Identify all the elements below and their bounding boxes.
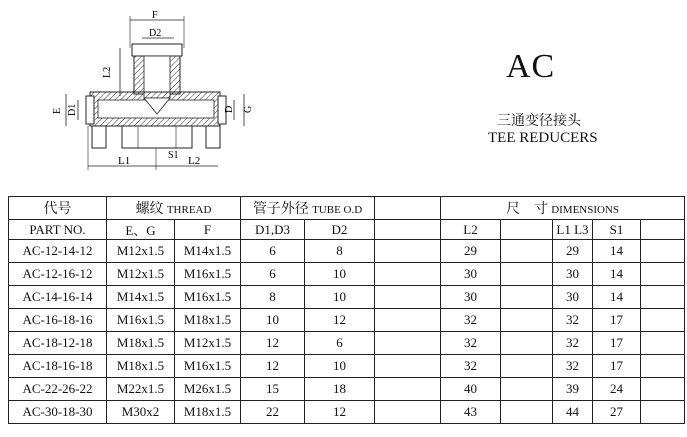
cell-l1l3: 39	[553, 378, 593, 401]
cell-thread-eg: M22x1.5	[107, 378, 175, 401]
cell-d2: 10	[305, 286, 375, 309]
cell-part-no: AC-30-18-30	[9, 401, 107, 424]
cell-l1l3: 29	[553, 240, 593, 263]
cell-empty	[501, 378, 553, 401]
cell-l2: 32	[441, 309, 501, 332]
cell-l1l3: 32	[553, 309, 593, 332]
label-L1: L1	[118, 155, 131, 167]
cell-d1d3: 22	[241, 401, 305, 424]
header-dimensions: 尺 寸 DIMENSIONS	[441, 197, 685, 220]
cell-thread-f: M18x1.5	[175, 309, 241, 332]
header-f: F	[175, 220, 241, 240]
cell-thread-eg: M12x1.5	[107, 263, 175, 286]
cell-empty	[641, 378, 685, 401]
cell-s1: 14	[593, 263, 641, 286]
cell-l1l3: 30	[553, 263, 593, 286]
cell-l2: 29	[441, 240, 501, 263]
tee-reducer-drawing	[48, 8, 258, 173]
cell-thread-eg: M18x1.5	[107, 332, 175, 355]
cell-gap	[375, 263, 441, 286]
cell-thread-eg: M12x1.5	[107, 240, 175, 263]
table-row	[9, 378, 685, 401]
cell-s1: 14	[593, 240, 641, 263]
cell-empty	[641, 286, 685, 309]
cell-empty	[641, 401, 685, 424]
header-gap	[375, 197, 441, 220]
header-thread: 螺纹 THREAD	[107, 197, 241, 220]
cell-part-no: AC-22-26-22	[9, 378, 107, 401]
cell-d2: 18	[305, 378, 375, 401]
cell-part-no: AC-16-18-16	[9, 309, 107, 332]
cell-s1: 27	[593, 401, 641, 424]
cell-thread-f: M16x1.5	[175, 263, 241, 286]
cell-s1: 24	[593, 378, 641, 401]
cell-gap	[375, 378, 441, 401]
cell-d1d3: 6	[241, 263, 305, 286]
cell-d1d3: 10	[241, 309, 305, 332]
cell-empty	[501, 401, 553, 424]
cell-l2: 43	[441, 401, 501, 424]
header-part-cn: 代号	[9, 197, 107, 220]
cell-thread-f: M26x1.5	[175, 378, 241, 401]
cell-empty	[501, 286, 553, 309]
cell-empty	[501, 309, 553, 332]
cell-l1l3: 32	[553, 332, 593, 355]
cell-l2: 30	[441, 263, 501, 286]
cell-d1d3: 12	[241, 332, 305, 355]
header-tube-od: 管子外径 TUBE O.D	[241, 197, 375, 220]
cell-d2: 10	[305, 263, 375, 286]
cell-thread-eg: M30x2	[107, 401, 175, 424]
cell-d2: 12	[305, 309, 375, 332]
cell-s1: 17	[593, 355, 641, 378]
cell-gap	[375, 355, 441, 378]
cell-s1: 17	[593, 309, 641, 332]
cell-empty	[641, 240, 685, 263]
header-eg: E、G	[107, 220, 175, 240]
header-row-1	[9, 197, 685, 220]
cell-thread-eg: M16x1.5	[107, 309, 175, 332]
cell-empty	[641, 355, 685, 378]
table-row	[9, 286, 685, 309]
label-G: G	[243, 105, 254, 113]
cell-l2: 30	[441, 286, 501, 309]
table-row	[9, 240, 685, 263]
header-l1l3: L1 L3	[553, 220, 593, 240]
cell-d1d3: 8	[241, 286, 305, 309]
label-S1: S1	[168, 150, 179, 161]
cell-l1l3: 30	[553, 286, 593, 309]
cell-d2: 6	[305, 332, 375, 355]
cell-l2: 32	[441, 355, 501, 378]
label-F: F	[152, 10, 158, 21]
cell-part-no: AC-12-16-12	[9, 263, 107, 286]
cell-l2: 40	[441, 378, 501, 401]
cell-d2: 10	[305, 355, 375, 378]
cell-part-no: AC-18-16-18	[9, 355, 107, 378]
header-part-en: PART NO.	[9, 220, 107, 240]
cell-gap	[375, 332, 441, 355]
cell-part-no: AC-14-16-14	[9, 286, 107, 309]
cell-empty	[501, 355, 553, 378]
cell-thread-eg: M18x1.5	[107, 355, 175, 378]
cell-s1: 14	[593, 286, 641, 309]
header-d1d3: D1,D3	[241, 220, 305, 240]
cell-thread-f: M18x1.5	[175, 401, 241, 424]
table-row	[9, 332, 685, 355]
cell-empty	[501, 240, 553, 263]
label-E: E	[52, 107, 63, 114]
table-row	[9, 263, 685, 286]
table-row	[9, 355, 685, 378]
label-D1: D1	[67, 103, 78, 116]
table-row	[9, 309, 685, 332]
cell-empty	[501, 263, 553, 286]
cell-s1: 17	[593, 332, 641, 355]
cell-gap	[375, 309, 441, 332]
cell-empty	[641, 309, 685, 332]
cell-gap	[375, 240, 441, 263]
cell-l2: 32	[441, 332, 501, 355]
cell-l1l3: 44	[553, 401, 593, 424]
cell-empty	[641, 332, 685, 355]
cell-gap	[375, 286, 441, 309]
product-code-title: AC	[506, 48, 556, 85]
product-name-chinese: 三通变径接头	[497, 114, 581, 129]
cell-d1d3: 6	[241, 240, 305, 263]
cell-d1d3: 15	[241, 378, 305, 401]
cell-part-no: AC-12-14-12	[9, 240, 107, 263]
label-D2: D2	[149, 28, 162, 39]
cell-empty	[641, 263, 685, 286]
label-L2-bottom: L2	[188, 155, 201, 167]
label-L2-top: L2	[102, 66, 113, 78]
cell-d2: 12	[305, 401, 375, 424]
cell-part-no: AC-18-12-18	[9, 332, 107, 355]
specification-table	[8, 196, 685, 424]
cell-thread-eg: M14x1.5	[107, 286, 175, 309]
cell-thread-f: M16x1.5	[175, 286, 241, 309]
header-d2: D2	[305, 220, 375, 240]
cell-d1d3: 12	[241, 355, 305, 378]
label-D: D	[224, 105, 235, 113]
cell-empty	[501, 332, 553, 355]
cell-thread-f: M16x1.5	[175, 355, 241, 378]
cell-thread-f: M12x1.5	[175, 332, 241, 355]
table-row	[9, 401, 685, 424]
product-name-english: TEE REDUCERS	[488, 130, 598, 146]
header-l2: L2	[441, 220, 501, 240]
header-s1: S1	[593, 220, 641, 240]
cell-thread-f: M14x1.5	[175, 240, 241, 263]
cell-d2: 8	[305, 240, 375, 263]
cell-gap	[375, 401, 441, 424]
cell-l1l3: 32	[553, 355, 593, 378]
header-row-2	[9, 220, 685, 240]
